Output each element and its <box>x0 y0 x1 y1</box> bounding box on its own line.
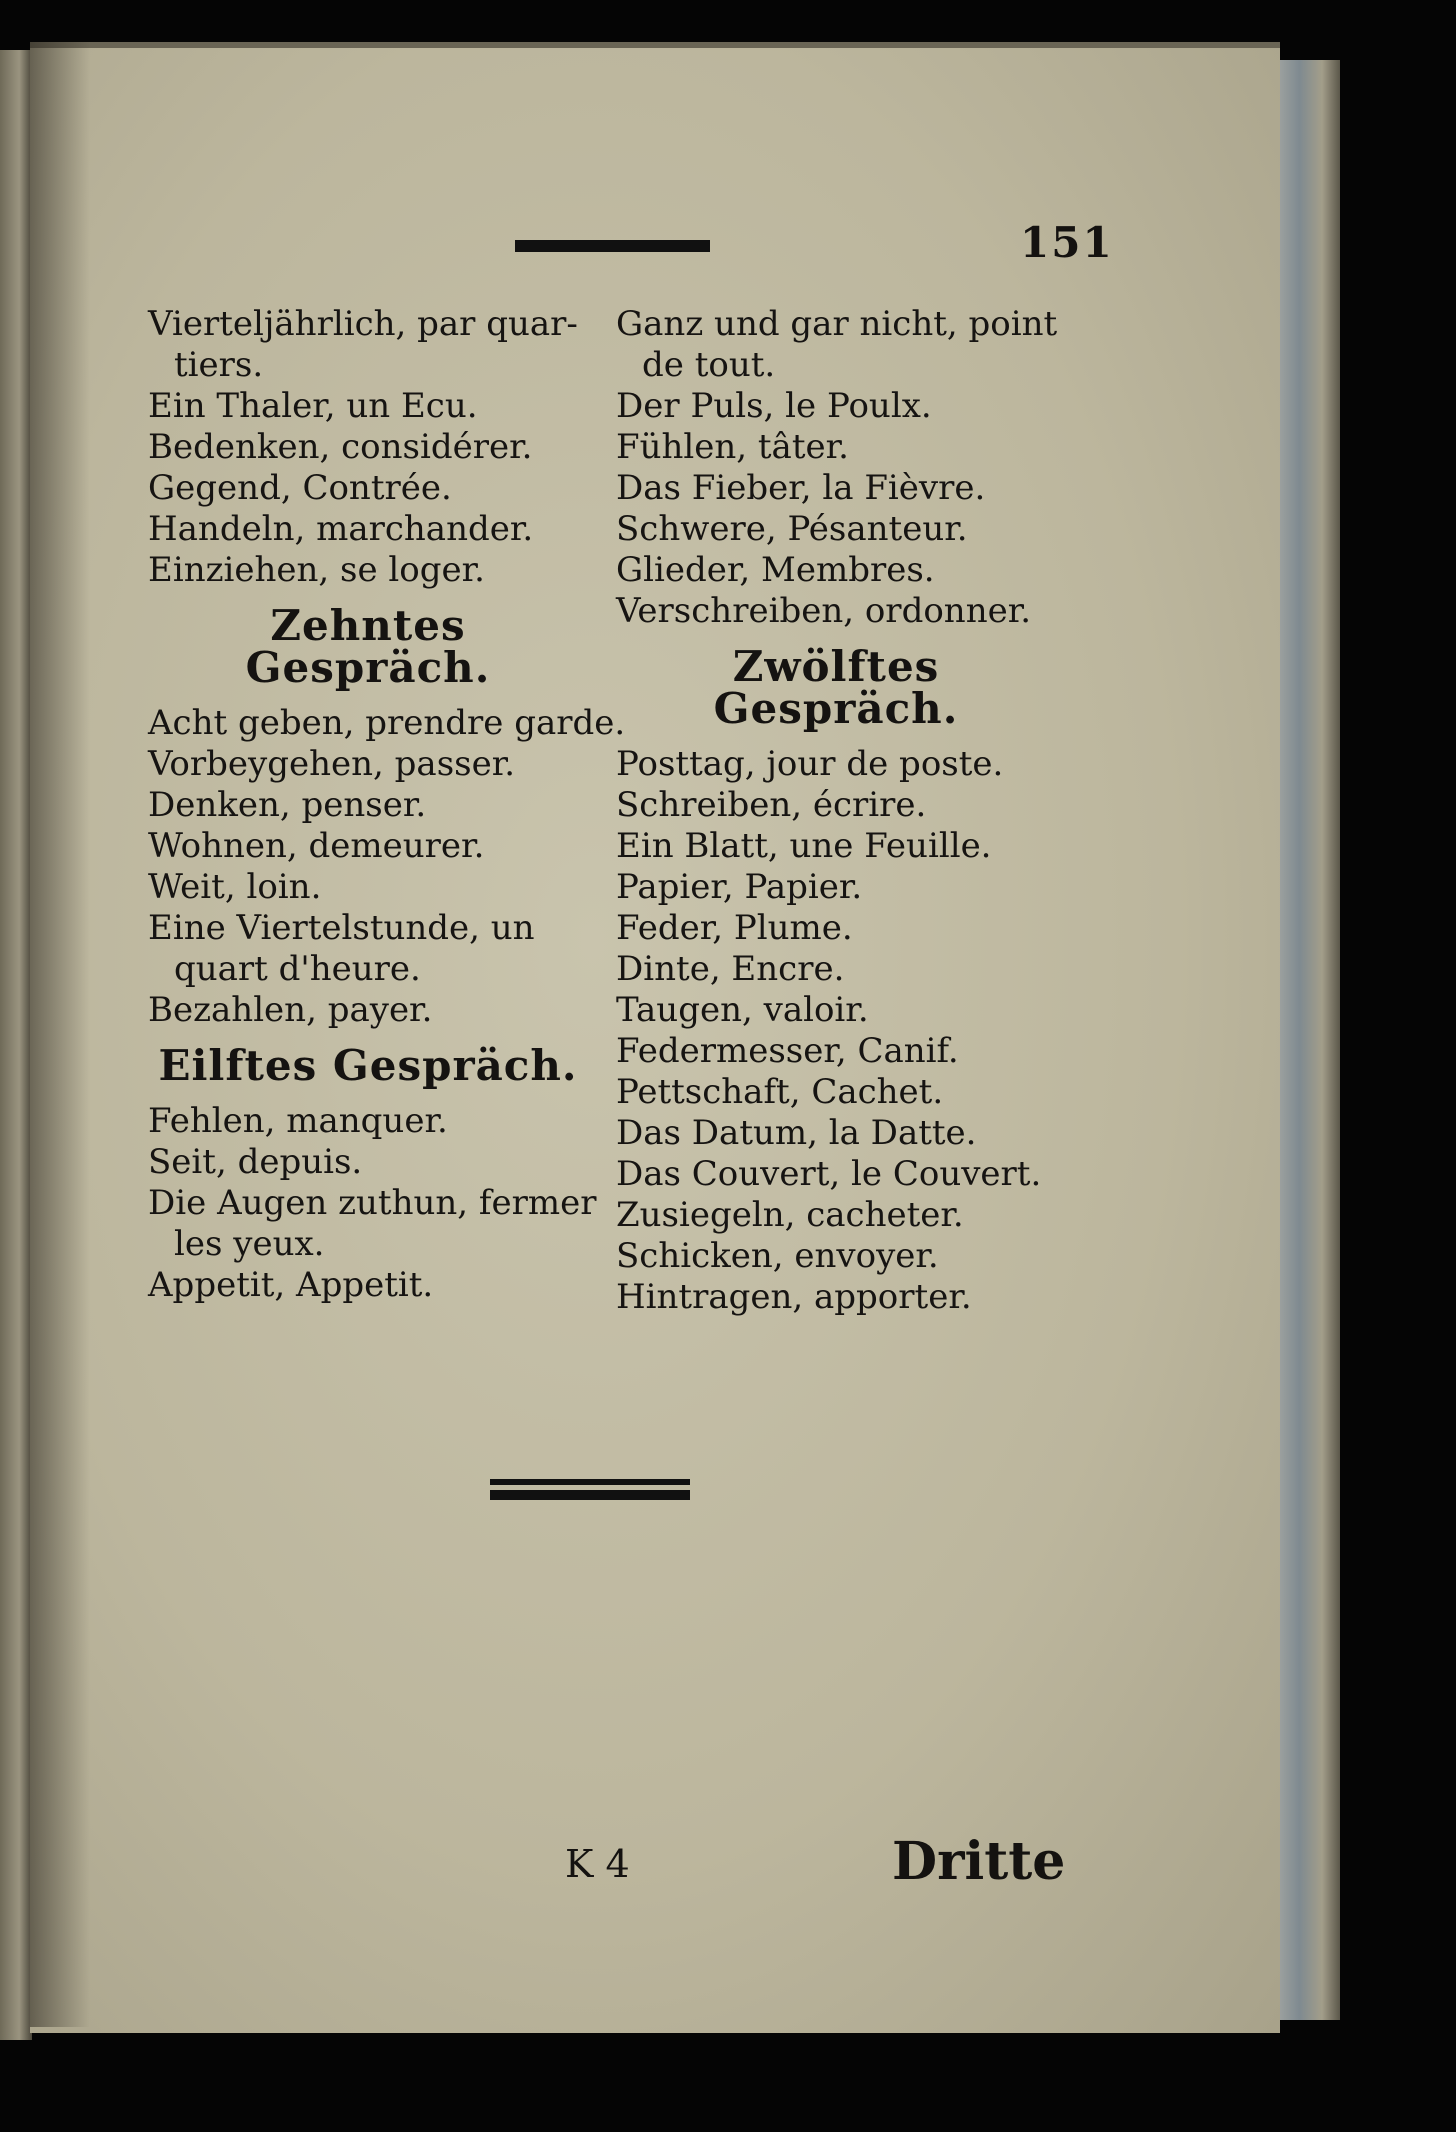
vocabulary-entry: Feder, Plume. <box>616 908 853 948</box>
vocabulary-entry: Appetit, Appetit. <box>148 1265 434 1305</box>
vocabulary-entry: Ganz und gar nicht, point <box>616 304 1058 344</box>
vocabulary-entry: Weit, loin. <box>148 867 322 907</box>
vocabulary-entry: Eine Viertelstunde, un <box>148 908 535 948</box>
vocabulary-entry: Schwere, Pésanteur. <box>616 509 968 549</box>
vocabulary-entry: Acht geben, prendre garde. <box>148 703 626 743</box>
gutter-shadow <box>30 42 90 2027</box>
vocabulary-entry: Seit, depuis. <box>148 1142 363 1182</box>
vocabulary-entry: Dinte, Encre. <box>616 949 845 989</box>
right-column <box>616 304 1056 1318</box>
vocabulary-entry: Glieder, Membres. <box>616 550 935 590</box>
vocabulary-entry: Das Fieber, la Fièvre. <box>616 468 986 508</box>
vocabulary-entry: Ein Thaler, un Ecu. <box>148 386 478 426</box>
vocabulary-entry: Wohnen, demeurer. <box>148 826 485 866</box>
vocabulary-entry: Der Puls, le Poulx. <box>616 386 932 426</box>
entry-continuation: quart d'heure. <box>174 949 421 989</box>
vocabulary-entry: Hintragen, apporter. <box>616 1277 972 1317</box>
vocabulary-entry: Schicken, envoyer. <box>616 1236 939 1276</box>
vocabulary-entry: Bezahlen, payer. <box>148 990 433 1030</box>
vocabulary-entry: Fehlen, manquer. <box>148 1101 448 1141</box>
section-heading: Eilftes Gespräch. <box>158 1041 578 1090</box>
vocabulary-entry: Einziehen, se loger. <box>148 550 485 590</box>
entry-continuation: tiers. <box>174 345 264 385</box>
header-rule <box>515 240 710 252</box>
adjacent-page-edge <box>0 50 32 2040</box>
vocabulary-entry: Zusiegeln, cacheter. <box>616 1195 964 1235</box>
page-number: 151 <box>1020 218 1114 267</box>
left-column <box>148 304 626 1306</box>
vocabulary-entry: Die Augen zuthun, fermer <box>148 1183 597 1223</box>
vocabulary-entry: Papier, Papier. <box>616 867 863 907</box>
vocabulary-entry: Verschreiben, ordonner. <box>616 591 1032 631</box>
catchword: Dritte <box>892 1831 1066 1892</box>
vocabulary-entry: Gegend, Contrée. <box>148 468 452 508</box>
end-rule-bottom <box>490 1490 690 1500</box>
vocabulary-entry: Pettschaft, Cachet. <box>616 1072 944 1112</box>
vocabulary-entry: Taugen, valoir. <box>616 990 869 1030</box>
vocabulary-entry: Federmesser, Canif. <box>616 1031 959 1071</box>
signature-mark: K 4 <box>565 1842 630 1886</box>
vocabulary-entry: Denken, penser. <box>148 785 427 825</box>
end-rule-top <box>490 1479 690 1485</box>
vocabulary-entry: Vierteljährlich, par quar- <box>148 304 578 344</box>
vocabulary-entry: Das Datum, la Datte. <box>616 1113 977 1153</box>
vocabulary-entry: Schreiben, écrire. <box>616 785 927 825</box>
vocabulary-entry: Vorbeygehen, passer. <box>148 744 516 784</box>
vocabulary-entry: Ein Blatt, une Feuille. <box>616 826 992 866</box>
vocabulary-entry: Das Couvert, le Couvert. <box>616 1154 1042 1194</box>
vocabulary-entry: Fühlen, tâter. <box>616 427 849 467</box>
section-heading: Zehntes Gespräch. <box>245 601 491 692</box>
vocabulary-entry: Posttag, jour de poste. <box>616 744 1004 784</box>
entry-continuation: de tout. <box>642 345 776 385</box>
entry-continuation: les yeux. <box>174 1224 325 1264</box>
section-heading: Zwölftes Gespräch. <box>713 642 959 733</box>
vocabulary-entry: Bedenken, considérer. <box>148 427 533 467</box>
vocabulary-entry: Handeln, marchander. <box>148 509 534 549</box>
